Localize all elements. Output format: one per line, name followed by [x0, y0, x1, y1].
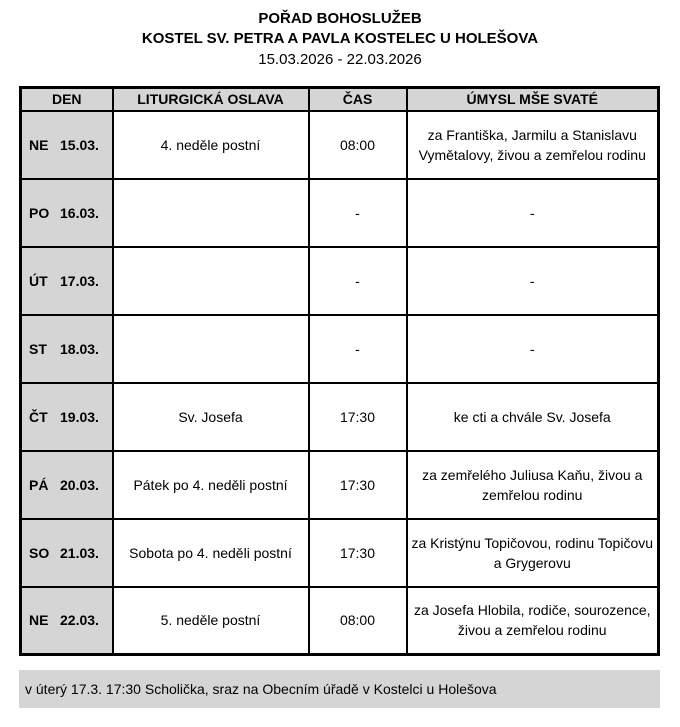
- table-row: [21, 383, 659, 451]
- day-abbrev: PÁ: [29, 476, 49, 493]
- day-date: 18.03.: [60, 340, 99, 357]
- day-cell: [21, 111, 113, 179]
- table-row: [21, 451, 659, 519]
- day-cell: [21, 519, 113, 587]
- celebration-cell: 4. neděle postní: [113, 111, 309, 179]
- day-abbrev: ČT: [29, 408, 48, 425]
- day-abbrev: NE: [29, 136, 49, 153]
- time-cell: -: [309, 247, 407, 315]
- intention-cell: za Kristýnu Topičovou, rodinu Topičovu a Grygerovu: [407, 519, 659, 587]
- day-date: 22.03.: [60, 612, 99, 629]
- table-header-row: [21, 88, 659, 111]
- date-range: 15.03.2026 - 22.03.2026: [258, 51, 422, 68]
- intention-cell: za zemřelého Juliusa Kaňu, živou a zemřelou rodinu: [407, 451, 659, 519]
- table-row: [21, 179, 659, 247]
- page-title: POŘAD BOHOSLUŽEB: [258, 10, 422, 27]
- day-date: 20.03.: [60, 476, 99, 493]
- column-header-umysl-mse-svate: ÚMYSL MŠE SVATÉ: [407, 88, 659, 111]
- day-cell: [21, 315, 113, 383]
- celebration-cell: [113, 179, 309, 247]
- document-header: [0, 0, 680, 70]
- day-abbrev: ST: [29, 340, 47, 357]
- celebration-cell: 5. neděle postní: [113, 587, 309, 655]
- intention-cell: -: [407, 247, 659, 315]
- day-cell: [21, 179, 113, 247]
- page-subtitle: KOSTEL SV. PETRA A PAVLA KOSTELEC U HOLEŠOVA: [141, 30, 539, 47]
- day-abbrev: NE: [29, 612, 49, 629]
- day-abbrev: ÚT: [29, 272, 48, 289]
- day-abbrev: SO: [29, 544, 50, 561]
- day-date: 16.03.: [60, 204, 99, 221]
- schedule-table: [19, 86, 660, 656]
- column-header-liturgicka-oslava: LITURGICKÁ OSLAVA: [113, 88, 309, 111]
- celebration-cell: Sv. Josefa: [113, 383, 309, 451]
- intention-cell: za Františka, Jarmilu a Stanislavu Vymětalovy, živou a zemřelou rodinu: [407, 111, 659, 179]
- day-date: 15.03.: [60, 136, 99, 153]
- intention-cell: -: [407, 315, 659, 383]
- time-cell: -: [309, 315, 407, 383]
- day-cell: [21, 451, 113, 519]
- celebration-cell: Sobota po 4. neděli postní: [113, 519, 309, 587]
- time-cell: 08:00: [309, 587, 407, 655]
- day-date: 21.03.: [60, 544, 99, 561]
- intention-cell: -: [407, 179, 659, 247]
- time-cell: 17:30: [309, 451, 407, 519]
- time-cell: 17:30: [309, 383, 407, 451]
- table-row: [21, 111, 659, 179]
- table-row: [21, 587, 659, 655]
- column-header-cas: ČAS: [309, 88, 407, 111]
- celebration-cell: [113, 247, 309, 315]
- day-abbrev: PO: [29, 204, 50, 221]
- day-cell: [21, 587, 113, 655]
- intention-cell: ke cti a chvále Sv. Josefa: [407, 383, 659, 451]
- day-date: 19.03.: [60, 408, 99, 425]
- table-row: [21, 519, 659, 587]
- celebration-cell: Pátek po 4. neděli postní: [113, 451, 309, 519]
- day-cell: [21, 247, 113, 315]
- time-cell: -: [309, 179, 407, 247]
- time-cell: 17:30: [309, 519, 407, 587]
- table-row: [21, 315, 659, 383]
- day-cell: [21, 383, 113, 451]
- celebration-cell: [113, 315, 309, 383]
- intention-cell: za Josefa Hlobila, rodiče, sourozence, živou a zemřelou rodinu: [407, 587, 659, 655]
- time-cell: 08:00: [309, 111, 407, 179]
- table-row: [21, 247, 659, 315]
- column-header-den: DEN: [21, 88, 113, 111]
- day-date: 17.03.: [60, 272, 99, 289]
- footer-note: v úterý 17.3. 17:30 Scholička, sraz na Obecním úřadě v Kostelci u Holešova: [19, 670, 660, 708]
